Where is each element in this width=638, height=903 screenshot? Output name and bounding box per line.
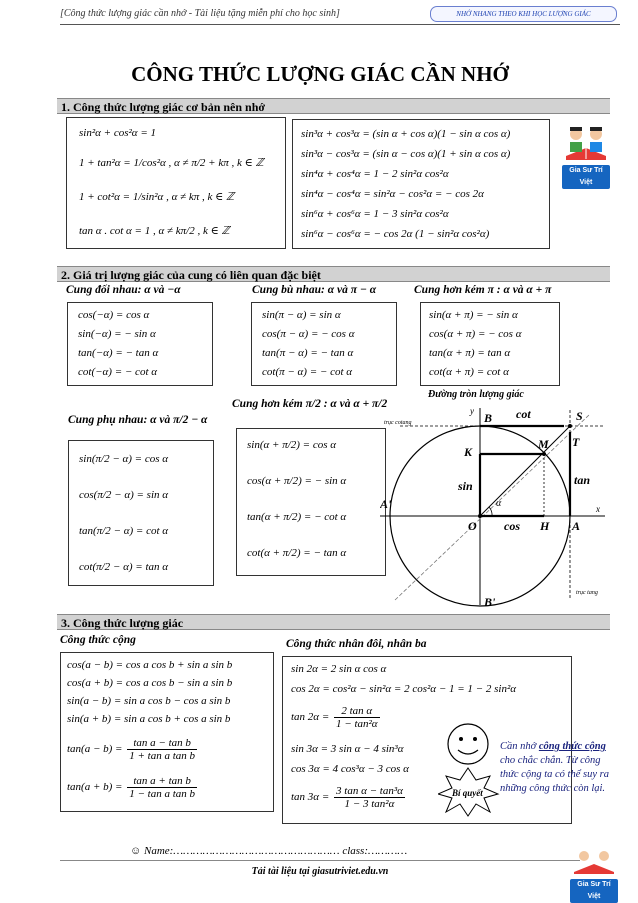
header-text: [Công thức lượng giác cần nhớ - Tài liệu tặng miễn phí cho học sinh] — [60, 8, 340, 19]
cong-box — [60, 652, 274, 812]
cung-phu-1: sin(π/2 − α) = cos α — [79, 453, 169, 465]
cong-tan-minus-num: tan a − tan b — [127, 737, 197, 750]
cung-pi-box — [420, 302, 560, 386]
note-part3: cho chắc chắn. Từ công thức cộng ta có thể suy ra những công thức còn lại. — [500, 755, 609, 794]
label-B-prime: B' — [484, 595, 496, 609]
nhan-label: Công thức nhân đôi, nhân ba — [286, 638, 427, 650]
label-S: S — [576, 409, 583, 423]
cung-doi-box — [67, 302, 213, 386]
cung-bu-label: Cung bù nhau: α và π − α — [252, 284, 377, 296]
nhan-sin2: sin 2α = 2 sin α cos α — [291, 663, 387, 675]
giasutriviet-logo-bottom — [570, 850, 618, 900]
basic-left-4: tan α . cot α = 1 , α ≠ kπ/2 , k ∈ ℤ — [79, 225, 230, 237]
cong-3: sin(a − b) = sin a cos b − cos a sin b — [67, 695, 231, 707]
nhan-tan2-lhs: tan 2α = — [291, 711, 330, 724]
cung-phu-2: cos(π/2 − α) = sin α — [79, 489, 169, 501]
note-box — [500, 740, 610, 796]
cong-4: sin(a + b) = sin a cos b + cos a sin b — [67, 713, 231, 725]
section-1-heading: 1. Công thức lượng giác cơ bản nên nhớ — [57, 98, 610, 114]
label-y: y — [470, 406, 474, 416]
basic-right-3: sin⁴α + cos⁴α = 1 − 2 sin²α cos²α — [301, 168, 449, 180]
nhan-tan3 — [291, 785, 407, 810]
label-H: H — [540, 519, 550, 533]
nhan-tan2-den: 1 − tan²α — [336, 718, 378, 730]
basic-left-1: sin²α + cos²α = 1 — [79, 127, 156, 139]
cong-tan-minus-den: 1 + tan a tan b — [129, 750, 196, 762]
cong-1: cos(a − b) = cos a cos b + sin a sin b — [67, 659, 233, 671]
label-sin: sin — [458, 479, 473, 493]
basic-right-5: sin⁶α + cos⁶α = 1 − 3 sin²α cos²α — [301, 208, 449, 220]
label-tangent-axis: trục tang — [576, 590, 598, 596]
logo-label: Gia Sư Trí Việt — [562, 165, 610, 189]
cong-tan-plus — [67, 775, 199, 800]
basic-formulas-right-box — [292, 119, 550, 249]
basic-right-1: sin³α + cos³α = (sin α + cos α)(1 − sin α cos α) — [301, 128, 511, 140]
nhan-tan2 — [291, 705, 382, 730]
basic-formulas-left-box — [66, 117, 286, 249]
page-title: CÔNG THỨC LƯỢNG GIÁC CẦN NHỚ — [131, 62, 509, 86]
cong-tan-minus — [67, 737, 199, 762]
note-part1: Cần nhớ — [500, 741, 537, 752]
basic-left-2: 1 + tan²α = 1/cos²α , α ≠ π/2 + kπ , k ∈ ℤ — [79, 157, 264, 169]
label-K: K — [464, 445, 473, 459]
label-A-prime: A' — [380, 497, 392, 511]
footer-source: Tải tài liệu tại giasutriviet.edu.vn — [251, 866, 389, 877]
smiley-bi-quyet-icon — [438, 722, 506, 818]
label-cos: cos — [504, 519, 520, 533]
section-2-heading: 2. Giá trị lượng giác của cung có liên quan đặc biệt — [57, 266, 610, 282]
cung-doi-label: Cung đối nhau: α và −α — [66, 284, 181, 296]
basic-right-2: sin³α − cos³α = (sin α − cos α)(1 + sin α cos α) — [301, 148, 511, 160]
basic-left-3: 1 + cot²α = 1/sin²α , α ≠ kπ , k ∈ ℤ — [79, 191, 235, 203]
cung-phu-box — [68, 440, 214, 586]
bi-quyet-label: Bí quyết — [452, 788, 483, 798]
basic-right-4: sin⁴α − cos⁴α = sin²α − cos²α = − cos 2α — [301, 188, 484, 200]
nhan-sin3: sin 3α = 3 sin α − 4 sin³α — [291, 743, 404, 755]
label-cot: cot — [516, 407, 531, 421]
label-T: T — [572, 435, 580, 449]
label-x: x — [596, 504, 600, 514]
label-A: A — [572, 519, 581, 533]
note-part2: công thức cộng — [538, 741, 606, 752]
students-books-icon-small — [570, 850, 618, 874]
header-divider — [60, 24, 620, 25]
nhan-tan3-den: 1 − 3 tan²α — [344, 798, 395, 810]
cung-bu-4: cot(π − α) = − cot α — [262, 366, 353, 378]
label-M: M — [538, 437, 549, 451]
footer-name-line: ☺ Name:…………………………………………… class:………… — [130, 845, 408, 857]
cong-tan-minus-lhs: tan(a − b) = — [67, 743, 123, 756]
cung-phu-4: cot(π/2 − α) = tan α — [79, 561, 169, 573]
cong-2: cos(a + b) = cos a cos b − sin a sin b — [67, 677, 233, 689]
label-cotangent-axis: trục cotang — [384, 420, 412, 426]
giasutriviet-logo-top — [562, 126, 610, 186]
cung-pi-4: cot(α + π) = cot α — [429, 366, 509, 378]
label-B: B — [484, 411, 493, 425]
unit-circle-diagram — [380, 400, 612, 610]
cung-doi-1: cos(−α) = cos α — [78, 309, 150, 321]
radius-om — [480, 426, 570, 516]
nhan-cos2: cos 2α = cos²α − sin²α = 2 cos²α − 1 = 1 − 2 sin²α — [291, 683, 517, 695]
nhan-tan3-lhs: tan 3α = — [291, 791, 330, 804]
students-books-icon — [562, 126, 610, 160]
cung-doi-3: tan(−α) = − tan α — [78, 347, 159, 359]
cung-phu-label: Cung phụ nhau: α và π/2 − α — [68, 414, 208, 426]
cong-tan-plus-lhs: tan(a + b) = — [67, 781, 123, 794]
cung-pi-3: tan(α + π) = tan α — [429, 347, 511, 359]
cong-label: Công thức cộng — [60, 634, 136, 646]
header-banner: NHỚ NHANG THEO KHI HỌC LƯỢNG GIÁC — [430, 6, 617, 22]
cung-bu-1: sin(π − α) = sin α — [262, 309, 341, 321]
cung-pi2-1: sin(α + π/2) = cos α — [247, 439, 337, 451]
cung-pi2-2: cos(α + π/2) = − sin α — [247, 475, 347, 487]
cung-pi-label: Cung hơn kém π : α và α + π — [414, 284, 552, 296]
cung-pi-2: cos(α + π) = − cos α — [429, 328, 522, 340]
unit-circle-title: Đường tròn lượng giác — [428, 389, 524, 400]
cong-tan-plus-den: 1 − tan a tan b — [129, 788, 196, 800]
label-tan: tan — [574, 473, 591, 487]
cung-pi-1: sin(α + π) = − sin α — [429, 309, 518, 321]
diagonal-line — [395, 414, 590, 600]
section-3-heading: 3. Công thức lượng giác — [57, 614, 610, 630]
label-alpha: α — [496, 498, 502, 509]
cung-pi2-label: Cung hơn kém π/2 : α và α + π/2 — [232, 398, 388, 410]
cung-doi-4: cot(−α) = − cot α — [78, 366, 158, 378]
nhan-cos3: cos 3α = 4 cos³α − 3 cos α — [291, 763, 409, 775]
nhan-tan3-num: 3 tan α − tan³α — [336, 785, 403, 797]
footer-divider — [60, 860, 580, 861]
cung-bu-2: cos(π − α) = − cos α — [262, 328, 355, 340]
cung-bu-3: tan(π − α) = − tan α — [262, 347, 354, 359]
cung-bu-box — [251, 302, 397, 386]
cung-phu-3: tan(π/2 − α) = cot α — [79, 525, 169, 537]
nhan-tan2-num: 2 tan α — [334, 705, 380, 718]
cung-pi2-4: cot(α + π/2) = − tan α — [247, 547, 347, 559]
label-O: O — [468, 519, 477, 533]
basic-right-6: sin⁶α − cos⁶α = − cos 2α (1 − sin²α cos²α) — [301, 228, 490, 240]
cung-pi2-3: tan(α + π/2) = − cot α — [247, 511, 347, 523]
logo-label-bottom: Gia Sư Trí Việt — [570, 879, 618, 903]
cong-tan-plus-num: tan a + tan b — [127, 775, 197, 788]
cung-doi-2: sin(−α) = − sin α — [78, 328, 156, 340]
cung-pi2-box — [236, 428, 386, 576]
